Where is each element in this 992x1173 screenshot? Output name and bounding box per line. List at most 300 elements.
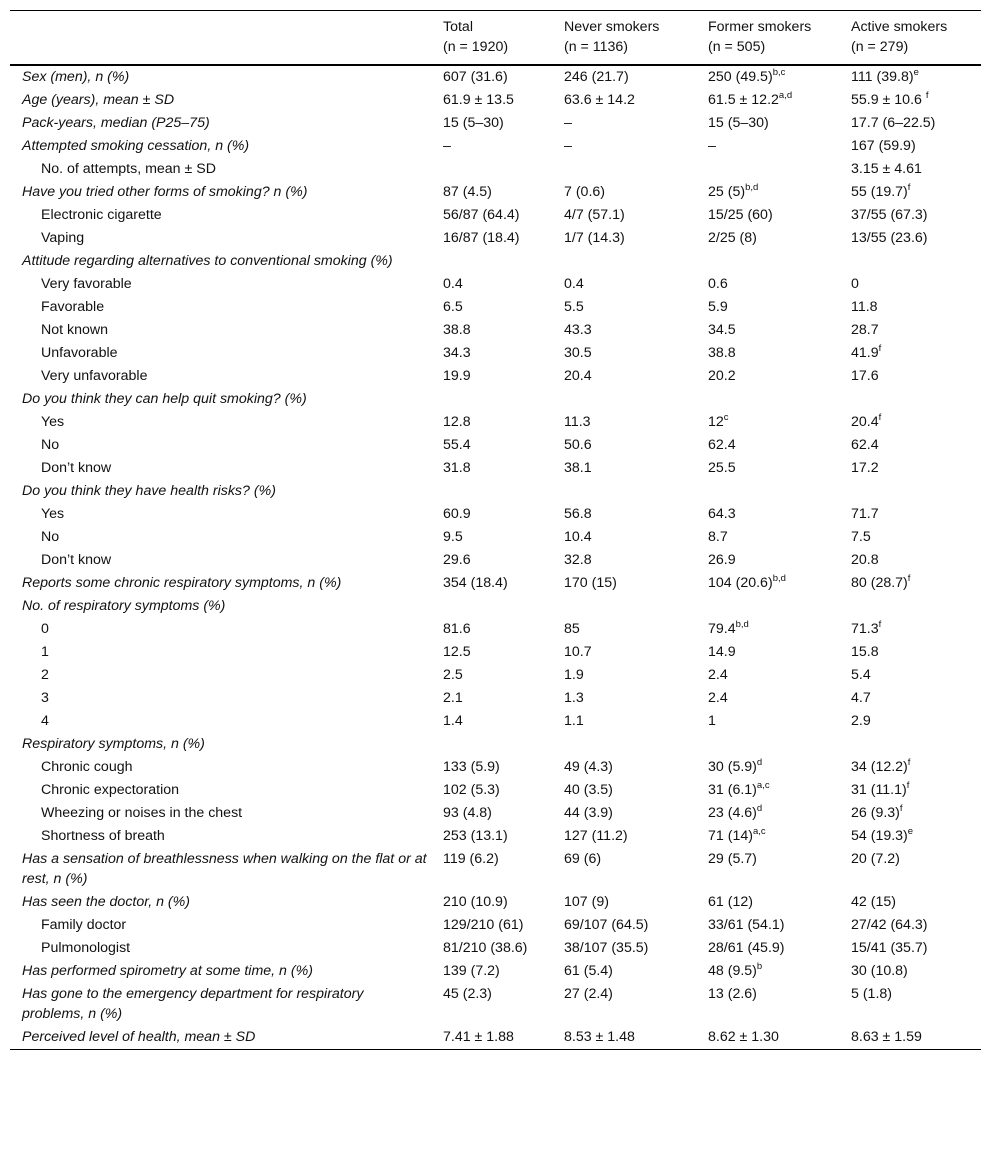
table-cell: [552, 135, 696, 158]
cell-value: 1.4: [443, 713, 463, 729]
table-cell: [839, 135, 981, 158]
row-label: Very unfavorable: [41, 368, 148, 384]
row-label: Do you think they have health risks? (%): [22, 483, 276, 499]
table-cell: [552, 526, 696, 549]
row-label: Sex (men), n (%): [22, 69, 130, 85]
cell-value: 0.4: [443, 276, 463, 292]
table-cell: [552, 250, 696, 273]
table-cell: [696, 848, 839, 891]
row-label: Chronic expectoration: [41, 782, 180, 798]
footnote-marker: b: [756, 961, 763, 972]
cell-value: 23 (4.6): [708, 805, 757, 821]
cell-value: 37/55 (67.3): [851, 207, 928, 223]
row-label: Shortness of breath: [41, 828, 165, 844]
table-cell: [839, 664, 981, 687]
cell-value: 15/25 (60): [708, 207, 773, 223]
cell-value: 1.3: [564, 690, 584, 706]
table-row: [10, 227, 981, 250]
cell-value: 4/7 (57.1): [564, 207, 625, 223]
footnote-marker: f: [907, 573, 911, 584]
footnote-marker: f: [878, 619, 882, 630]
row-label: Attempted smoking cessation, n (%): [22, 138, 250, 154]
column-header-title: Former smokers: [708, 19, 812, 35]
footnote-marker: e: [907, 826, 914, 837]
table-header: [10, 11, 981, 66]
table-row: [10, 848, 981, 891]
table-cell: [431, 664, 552, 687]
column-header-title: Total: [443, 19, 473, 35]
cell-value: 20.4: [564, 368, 592, 384]
table-cell: [839, 848, 981, 891]
cell-value: –: [443, 138, 451, 154]
column-header: [839, 11, 981, 66]
table-cell: [839, 158, 981, 181]
table-cell: [839, 1026, 981, 1050]
cell-value: 50.6: [564, 437, 592, 453]
table-cell: [839, 273, 981, 296]
table-cell: [696, 756, 839, 779]
cell-value: 55.4: [443, 437, 471, 453]
cell-value: 93 (4.8): [443, 805, 492, 821]
cell-value: 20.8: [851, 552, 879, 568]
cell-value: 12.8: [443, 414, 471, 430]
cell-value: 2.5: [443, 667, 463, 683]
table-cell: [839, 250, 981, 273]
table-cell: [696, 319, 839, 342]
footnote-marker: b,d: [772, 573, 786, 584]
table-cell: [696, 273, 839, 296]
table-cell: [696, 296, 839, 319]
cell-value: 34.3: [443, 345, 471, 361]
table-cell: [552, 848, 696, 891]
cell-value: 25.5: [708, 460, 736, 476]
table-cell: [839, 503, 981, 526]
table-row: [10, 388, 981, 411]
cell-value: 31 (6.1): [708, 782, 757, 798]
table-cell: [696, 937, 839, 960]
cell-value: 63.6 ± 14.2: [564, 92, 635, 108]
cell-value: 2.1: [443, 690, 463, 706]
cell-value: 9.5: [443, 529, 463, 545]
cell-value: 30.5: [564, 345, 592, 361]
table-cell: [431, 227, 552, 250]
table-row: [10, 65, 981, 89]
cell-value: 170 (15): [564, 575, 617, 591]
table-row: [10, 960, 981, 983]
table-cell: [431, 733, 552, 756]
table-cell: [552, 710, 696, 733]
cell-value: 38.8: [443, 322, 471, 338]
column-header-count: (n = 279): [851, 39, 909, 55]
table-cell: [552, 618, 696, 641]
table-cell: [431, 802, 552, 825]
cell-value: –: [708, 138, 716, 154]
cell-value: 45 (2.3): [443, 986, 492, 1002]
cell-value: 20.2: [708, 368, 736, 384]
table-cell: [696, 89, 839, 112]
table-cell: [696, 65, 839, 89]
cell-value: 55.9 ± 10.6: [851, 92, 926, 108]
table-cell: [552, 503, 696, 526]
table-cell: [839, 181, 981, 204]
cell-value: 13 (2.6): [708, 986, 757, 1002]
column-header: [696, 11, 839, 66]
footnote-marker: b,d: [745, 182, 759, 193]
table-row: [10, 710, 981, 733]
row-label: Has performed spirometry at some time, n (%): [22, 963, 313, 979]
table-cell: [839, 710, 981, 733]
table-cell: [839, 457, 981, 480]
cell-value: 10.7: [564, 644, 592, 660]
footnote-marker: d: [756, 757, 763, 768]
table-cell: [696, 411, 839, 434]
cell-value: 1.9: [564, 667, 584, 683]
cell-value: 4.7: [851, 690, 871, 706]
cell-value: 48 (9.5): [708, 963, 757, 979]
table-row: [10, 825, 981, 848]
table-cell: [696, 960, 839, 983]
row-label: Not known: [41, 322, 109, 338]
table-cell: [696, 388, 839, 411]
cell-value: 30 (5.9): [708, 759, 757, 775]
table-cell: [431, 549, 552, 572]
table-cell: [431, 181, 552, 204]
table-cell: [431, 480, 552, 503]
footnote-marker: e: [913, 67, 919, 78]
table-cell: [696, 779, 839, 802]
cell-value: 42 (15): [851, 894, 896, 910]
cell-value: 27/42 (64.3): [851, 917, 928, 933]
cell-value: 119 (6.2): [443, 851, 499, 867]
table-cell: [552, 549, 696, 572]
table-cell: [839, 779, 981, 802]
cell-value: 61 (5.4): [564, 963, 613, 979]
table-cell: [431, 411, 552, 434]
table-cell: [696, 595, 839, 618]
row-label: No. of attempts, mean ± SD: [41, 161, 216, 177]
table-cell: [431, 641, 552, 664]
cell-value: 40 (3.5): [564, 782, 613, 798]
cell-value: 17.6: [851, 368, 879, 384]
row-label: Favorable: [41, 299, 105, 315]
cell-value: 139 (7.2): [443, 963, 500, 979]
table-cell: [431, 710, 552, 733]
table-cell: [431, 825, 552, 848]
cell-value: 2.4: [708, 690, 728, 706]
table-row: [10, 937, 981, 960]
table-cell: [431, 158, 552, 181]
table-row: [10, 618, 981, 641]
cell-value: 28.7: [851, 322, 879, 338]
table-cell: [552, 687, 696, 710]
cell-value: 29.6: [443, 552, 471, 568]
column-header: [552, 11, 696, 66]
table-cell: [839, 480, 981, 503]
footnote-marker: f: [878, 343, 882, 354]
cell-value: 41.9: [851, 345, 879, 361]
table-cell: [839, 319, 981, 342]
cell-value: 71 (14): [708, 828, 753, 844]
table-row: [10, 641, 981, 664]
table-cell: [696, 891, 839, 914]
cell-value: 81.6: [443, 621, 471, 637]
row-label: 4: [41, 713, 49, 729]
footnote-marker: c: [723, 412, 729, 423]
footnote-marker: a,d: [778, 90, 793, 101]
cell-value: 167 (59.9): [851, 138, 916, 154]
cell-value: 62.4: [708, 437, 736, 453]
row-label: 1: [41, 644, 49, 660]
cell-value: 14.9: [708, 644, 736, 660]
table-cell: [431, 89, 552, 112]
row-label: Unfavorable: [41, 345, 118, 361]
cell-value: 127 (11.2): [564, 828, 628, 844]
table-cell: [839, 687, 981, 710]
table-cell: [552, 825, 696, 848]
cell-value: 210 (10.9): [443, 894, 508, 910]
cell-value: 61.5 ± 12.2: [708, 92, 779, 108]
row-label: Reports some chronic respiratory symptoms, n (%): [22, 575, 342, 591]
table-cell: [552, 779, 696, 802]
table-cell: [839, 65, 981, 89]
cell-value: 15 (5–30): [708, 115, 769, 131]
table-row: [10, 135, 981, 158]
cell-value: 60.9: [443, 506, 471, 522]
table-cell: [431, 914, 552, 937]
table-row: [10, 526, 981, 549]
cell-value: 107 (9): [564, 894, 609, 910]
table-cell: [431, 135, 552, 158]
table-cell: [552, 595, 696, 618]
table-cell: [839, 342, 981, 365]
table-row: [10, 457, 981, 480]
cell-value: 71.3: [851, 621, 879, 637]
cell-value: 2.4: [708, 667, 728, 683]
table-cell: [552, 89, 696, 112]
table-cell: [431, 891, 552, 914]
table-cell: [696, 733, 839, 756]
table-row: [10, 802, 981, 825]
table-cell: [696, 434, 839, 457]
cell-value: 81/210 (38.6): [443, 940, 528, 956]
table-cell: [839, 411, 981, 434]
table-cell: [552, 204, 696, 227]
cell-value: 69 (6): [564, 851, 602, 867]
table-cell: [431, 526, 552, 549]
table-cell: [552, 572, 696, 595]
table-cell: [552, 1026, 696, 1050]
table-cell: [839, 960, 981, 983]
cell-value: 64.3: [708, 506, 736, 522]
table-cell: [696, 825, 839, 848]
cell-value: 7 (0.6): [564, 184, 606, 200]
cell-value: 11.8: [851, 299, 878, 315]
cell-value: 0: [851, 276, 859, 292]
table-cell: [696, 1026, 839, 1050]
table-cell: [839, 733, 981, 756]
cell-value: 20 (7.2): [851, 851, 900, 867]
table-row: [10, 549, 981, 572]
cell-value: 32.8: [564, 552, 592, 568]
table-cell: [696, 641, 839, 664]
table-cell: [696, 983, 839, 1026]
table-cell: [552, 181, 696, 204]
table-cell: [431, 204, 552, 227]
table-cell: [839, 914, 981, 937]
cell-value: 1.1: [564, 713, 584, 729]
cell-value: 31.8: [443, 460, 471, 476]
table-cell: [552, 891, 696, 914]
table-cell: [839, 434, 981, 457]
table-row: [10, 664, 981, 687]
row-label: No: [41, 437, 60, 453]
data-table: [10, 10, 981, 1050]
table-row: [10, 411, 981, 434]
row-label: Has seen the doctor, n (%): [22, 894, 190, 910]
table-cell: [431, 457, 552, 480]
table-cell: [839, 891, 981, 914]
table-cell: [552, 960, 696, 983]
cell-value: 15 (5–30): [443, 115, 504, 131]
row-label: Respiratory symptoms, n (%): [22, 736, 205, 752]
cell-value: 607 (31.6): [443, 69, 508, 85]
table-cell: [552, 319, 696, 342]
table-row: [10, 983, 981, 1026]
table-row: [10, 595, 981, 618]
cell-value: 44 (3.9): [564, 805, 613, 821]
column-header-count: (n = 1920): [443, 39, 509, 55]
table-cell: [839, 825, 981, 848]
cell-value: 16/87 (18.4): [443, 230, 520, 246]
row-label: Chronic cough: [41, 759, 133, 775]
cell-value: 34 (12.2): [851, 759, 908, 775]
table-cell: [431, 342, 552, 365]
table-cell: [696, 618, 839, 641]
cell-value: 19.9: [443, 368, 471, 384]
cell-value: 30 (10.8): [851, 963, 908, 979]
footnote-marker: a,c: [752, 826, 766, 837]
cell-value: 102 (5.3): [443, 782, 500, 798]
cell-value: 27 (2.4): [564, 986, 613, 1002]
row-label: 0: [41, 621, 49, 637]
cell-value: 85: [564, 621, 580, 637]
cell-value: 3.15 ± 4.61: [851, 161, 922, 177]
table-cell: [431, 65, 552, 89]
table-row: [10, 1026, 981, 1050]
footnote-marker: b,d: [735, 619, 749, 630]
table-cell: [839, 618, 981, 641]
table-cell: [839, 983, 981, 1026]
table-cell: [696, 572, 839, 595]
table-cell: [431, 365, 552, 388]
cell-value: 17.2: [851, 460, 879, 476]
cell-value: 10.4: [564, 529, 592, 545]
cell-value: 28/61 (45.9): [708, 940, 785, 956]
cell-value: 253 (13.1): [443, 828, 508, 844]
table-row: [10, 756, 981, 779]
footnote-marker: f: [899, 803, 903, 814]
table-container: [10, 10, 981, 1050]
table-row: [10, 296, 981, 319]
table-cell: [431, 983, 552, 1026]
cell-value: 8.62 ± 1.30: [708, 1029, 779, 1045]
row-label: Attitude regarding alternatives to conventional smoking (%): [22, 253, 393, 269]
row-label: Vaping: [41, 230, 85, 246]
cell-value: 129/210 (61): [443, 917, 524, 933]
table-cell: [696, 250, 839, 273]
table-cell: [552, 983, 696, 1026]
cell-value: 69/107 (64.5): [564, 917, 649, 933]
row-label: Perceived level of health, mean ± SD: [22, 1029, 256, 1045]
table-cell: [839, 227, 981, 250]
table-cell: [839, 89, 981, 112]
table-cell: [696, 914, 839, 937]
footnote-marker: f: [907, 182, 911, 193]
table-cell: [552, 227, 696, 250]
column-header-title: Active smokers: [851, 19, 948, 35]
table-cell: [552, 937, 696, 960]
table-cell: [696, 204, 839, 227]
row-label: Do you think they can help quit smoking? (%): [22, 391, 307, 407]
table-cell: [552, 273, 696, 296]
cell-value: 56.8: [564, 506, 592, 522]
row-label: Pack-years, median (P25–75): [22, 115, 210, 131]
table-row: [10, 572, 981, 595]
row-label: Age (years), mean ± SD: [22, 92, 175, 108]
table-cell: [696, 457, 839, 480]
footnote-marker: a,c: [756, 780, 770, 791]
table-cell: [552, 365, 696, 388]
cell-value: 12: [708, 414, 724, 430]
table-cell: [696, 181, 839, 204]
table-cell: [552, 296, 696, 319]
cell-value: 8.53 ± 1.48: [564, 1029, 635, 1045]
row-label: No: [41, 529, 60, 545]
row-label: Wheezing or noises in the chest: [41, 805, 243, 821]
table-cell: [431, 960, 552, 983]
header-row: [10, 11, 981, 66]
cell-value: 5.9: [708, 299, 728, 315]
table-cell: [696, 135, 839, 158]
cell-value: 2.9: [851, 713, 871, 729]
cell-value: 5 (1.8): [851, 986, 893, 1002]
footnote-marker: f: [906, 780, 910, 791]
cell-value: 38.1: [564, 460, 592, 476]
cell-value: 43.3: [564, 322, 592, 338]
table-cell: [696, 664, 839, 687]
table-cell: [431, 296, 552, 319]
cell-value: 133 (5.9): [443, 759, 500, 775]
table-cell: [431, 388, 552, 411]
cell-value: 62.4: [851, 437, 879, 453]
table-cell: [839, 296, 981, 319]
table-cell: [552, 480, 696, 503]
table-cell: [552, 388, 696, 411]
table-row: [10, 342, 981, 365]
column-header: [431, 11, 552, 66]
table-row: [10, 434, 981, 457]
row-label: Don’t know: [41, 552, 112, 568]
table-cell: [696, 687, 839, 710]
table-cell: [696, 526, 839, 549]
cell-value: –: [564, 138, 572, 154]
row-label: No. of respiratory symptoms (%): [22, 598, 226, 614]
cell-value: 1: [708, 713, 716, 729]
footnote-marker: f: [925, 90, 929, 101]
table-cell: [552, 342, 696, 365]
table-cell: [431, 1026, 552, 1050]
cell-value: 6.5: [443, 299, 463, 315]
